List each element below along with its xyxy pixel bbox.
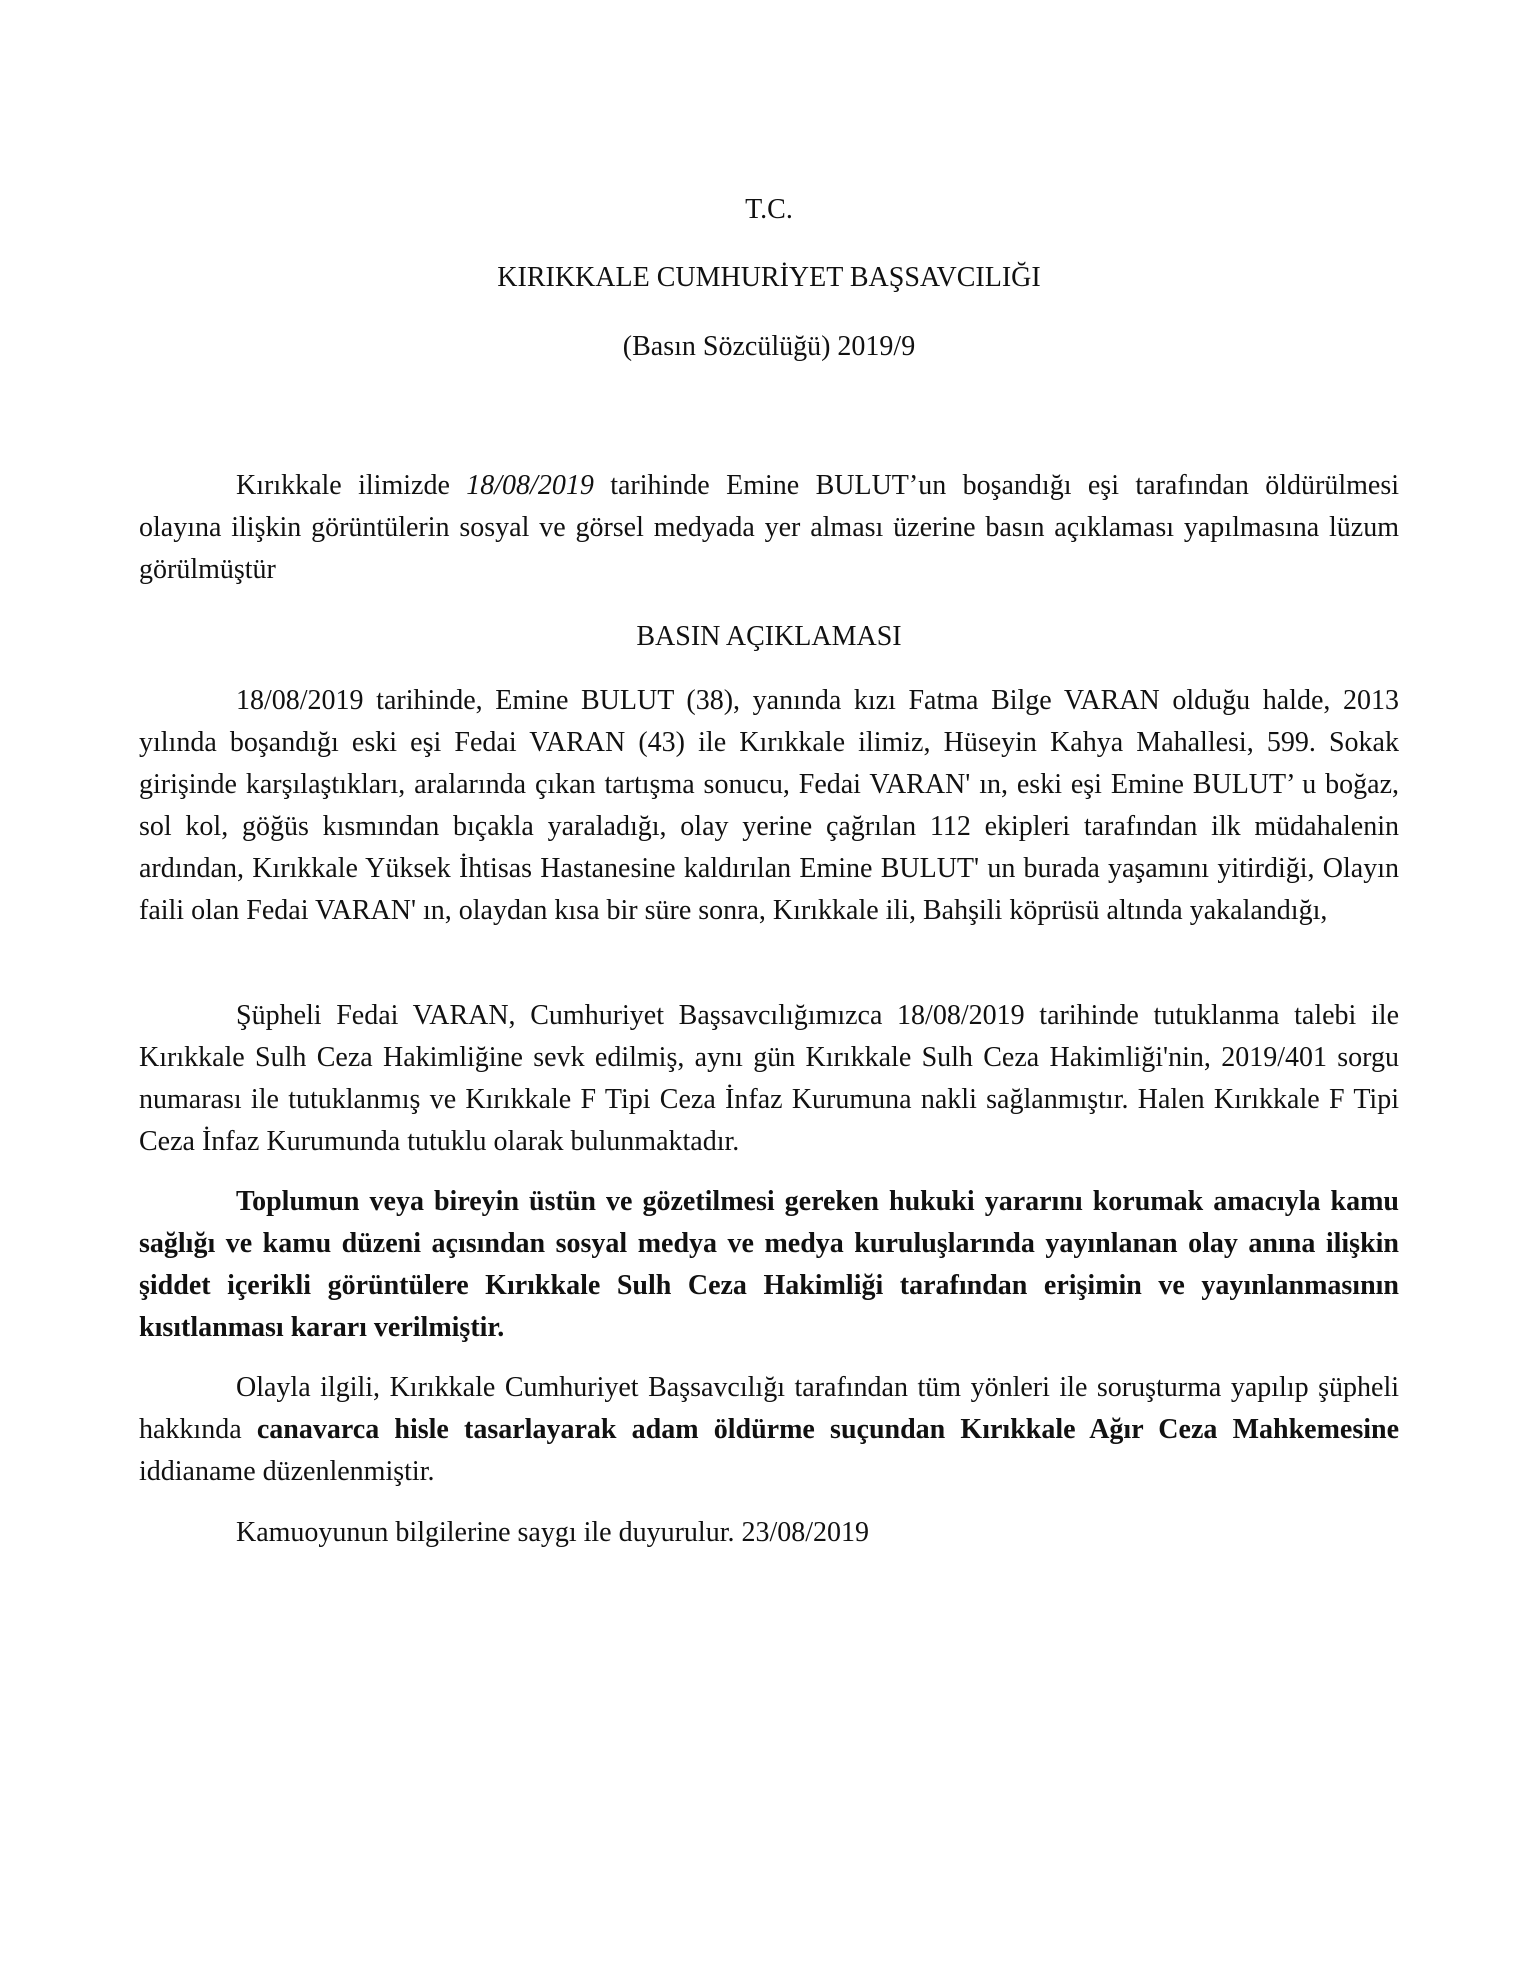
intro-date: 18/08/2019	[466, 470, 594, 501]
header-tc: T.C.	[745, 194, 793, 225]
paragraph-arrest: Şüpheli Fedai VARAN, Cumhuriyet Başsavcılığımızca 18/08/2019 tarihinde tutuklanma talebi ile Kırıkkale Sulh Ceza Hakimliğine sevk edilmiş, aynı gün Kırıkkale Sulh Ceza Hakimliği'nin, 2019/401 sorgu numarası ile tutuklanmış ve Kırıkkale F Tipi Ceza İnfaz Kurumuna nakli sağlanmıştır. Halen Kırıkkale F Tipi Ceza İnfaz Kurumunda tutuklu olarak bulunmaktadır.	[139, 1000, 1399, 1157]
intro-paragraph	[139, 465, 1399, 591]
intro-text-1: Kırıkkale ilimizde	[236, 470, 467, 501]
header-institution: KIRIKKALE CUMHURİYET BAŞSAVCILIĞI	[497, 262, 1041, 293]
paragraph-incident: 18/08/2019 tarihinde, Emine BULUT (38), yanında kızı Fatma Bilge VARAN olduğu halde, 2013 yılında boşandığı eski eşi Fedai VARAN (43) ile Kırıkkale ilimiz, Hüseyin Kahya Mahallesi, 599. Sokak girişinde karşılaştıkları, aralarında çıkan tartışma sonucu, Fedai VARAN' ın, eski eşi Emine BULUT’ u boğaz, sol kol, göğüs kısmından bıçakla yaraladığı, olay yerine çağrılan 112 ekipleri tarafından ilk müdahalenin ardından, Kırıkkale Yüksek İhtisas Hastanesine kaldırılan Emine BULUT' un burada yaşamını yitirdiği, Olayın faili olan Fedai VARAN' ın, olaydan kısa bir süre sonra, Kırıkkale ili, Bahşili köprüsü altında yakalandığı,	[139, 685, 1399, 926]
paragraph-access-ban: Toplumun veya bireyin üstün ve gözetilmesi gereken hukuki yararını korumak amacıyla kamu sağlığı ve kamu düzeni açısından sosyal medya ve medya kuruluşlarında yayınlanan olay anına ilişkin şiddet içerikli görüntülere Kırıkkale Sulh Ceza Hakimliği tarafından erişimin ve yayınlanmasının kısıtlanması kararı verilmiştir.	[139, 1186, 1399, 1343]
header-reference: (Basın Sözcülüğü) 2019/9	[622, 331, 916, 362]
section-title: BASIN AÇIKLAMASI	[636, 621, 902, 652]
indictment-charge: canavarca hisle tasarlayarak adam öldürme suçundan Kırıkkale Ağır Ceza Mahkemesine	[256, 1414, 1400, 1445]
closing-line: Kamuoyunun bilgilerine saygı ile duyurulur. 23/08/2019	[236, 1517, 870, 1548]
indictment-text-1: Olayla ilgili, Kırıkkale Cumhuriyet Başsavcılığı tarafından tüm yönleri ile soruşturma yapılıp şüpheli hakkında	[139, 1372, 1399, 1445]
intro-text-2: tarihinde Emine BULUT’un boşandığı eşi tarafından öldürülmesi olayına ilişkin görüntülerin sosyal ve görsel medyada yer alması üzerine basın açıklaması yapılmasına lüzum görülmüştür	[139, 470, 1399, 585]
paragraph-indictment	[139, 1367, 1399, 1493]
indictment-text-2: iddianame düzenlenmiştir.	[139, 1456, 435, 1487]
